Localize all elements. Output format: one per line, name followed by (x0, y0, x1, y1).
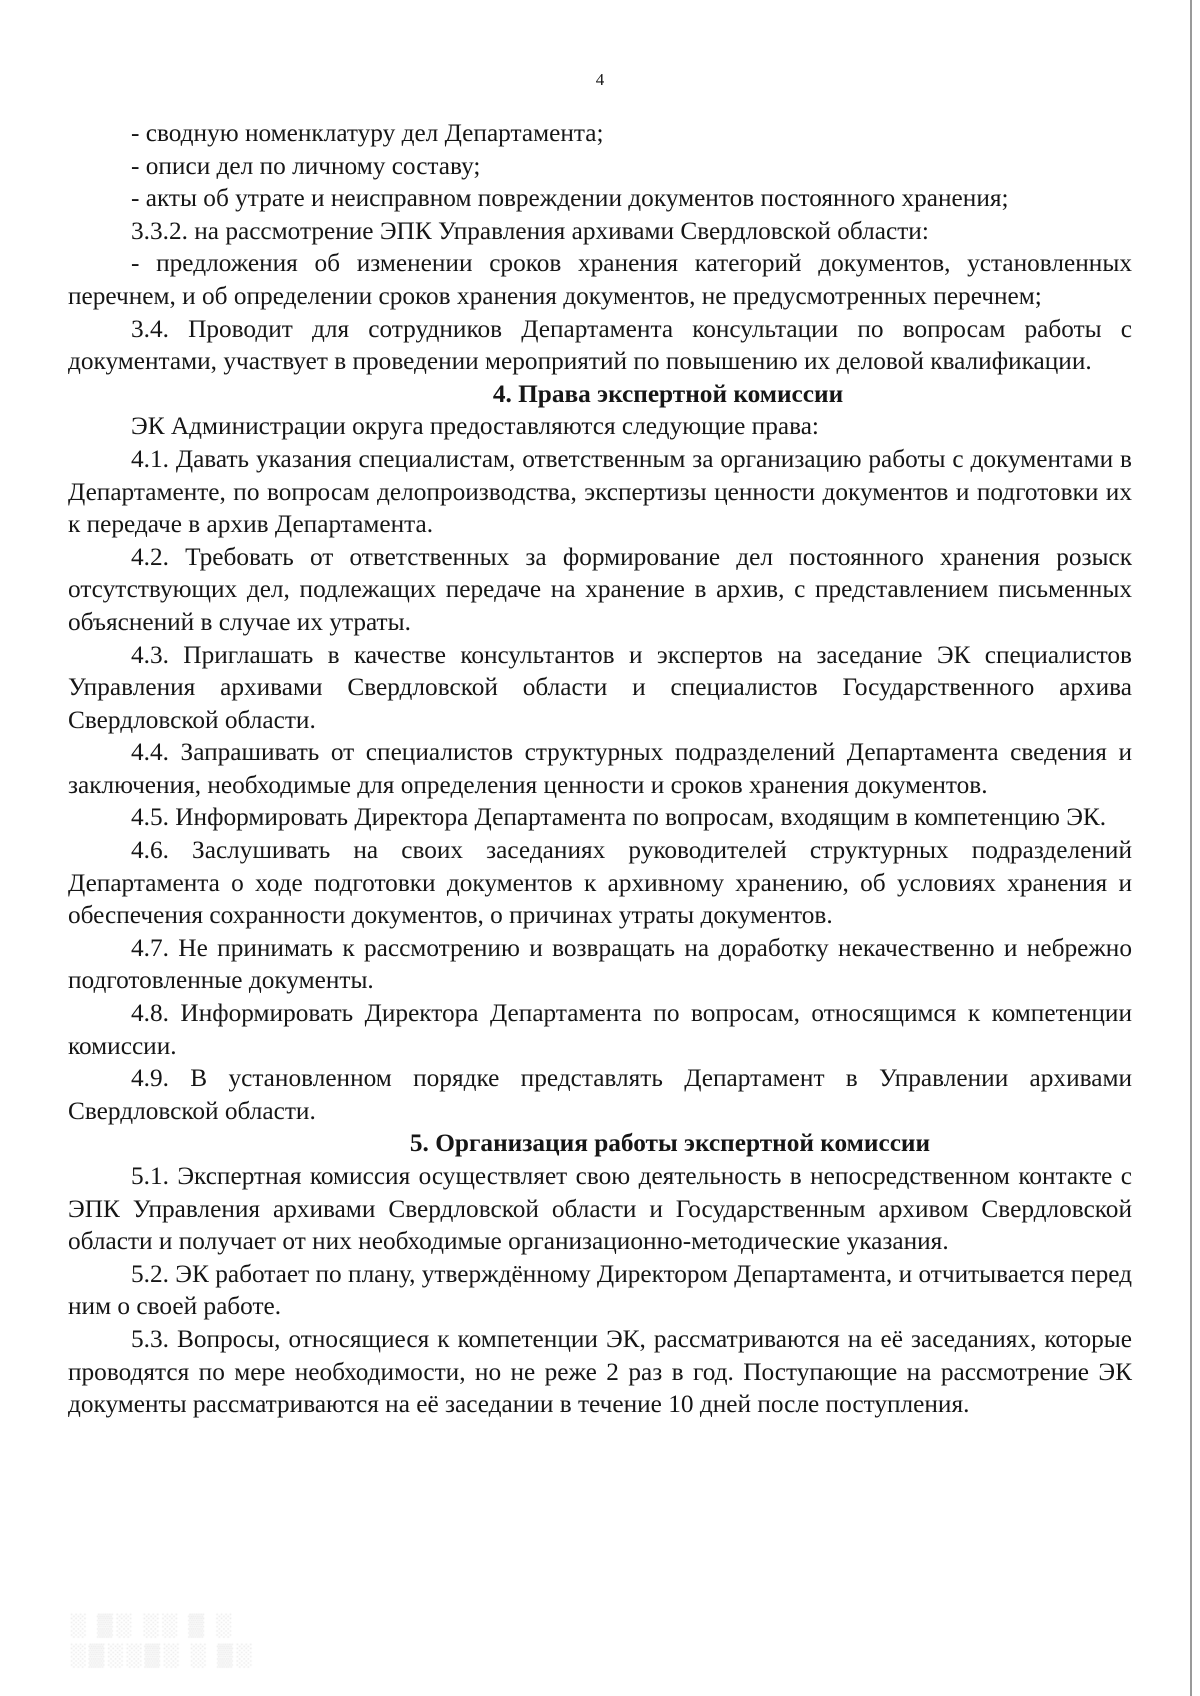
paragraph-4-7: 4.7. Не принимать к рассмотрению и возвращать на доработку некачественно и небрежно подготовленные документы. (68, 933, 1132, 995)
section-4-intro: ЭК Администрации округа предоставляются следующие права: (131, 412, 819, 441)
paragraph-4-6: 4.6. Заслушивать на своих заседаниях руководителей структурных подразделений Департамента о ходе подготовки документов к архивному хранению, об условиях хранения и обеспечения сохранности документов, о причинах утраты документов. (68, 836, 1132, 930)
paragraph-4-9: 4.9. В установленном порядке представлять Департамент в Управлении архивами Свердловской области. (68, 1064, 1132, 1125)
paragraph-5-2: 5.2. ЭК работает по плану, утверждённому Директором Департамента, и отчитывается перед ним о своей работе. (68, 1259, 1132, 1321)
list-item: - сводную номенклатуру дел Департамента; (131, 119, 604, 147)
bleed-through-smudge: ░ ▒░ ░░ ▒ ░ ░▒░░▒░ ░ ▒░ (70, 1612, 255, 1667)
list-item: - описи дел по личному составу; (131, 151, 481, 180)
paragraph-5-1: 5.1. Экспертная комиссия осуществляет свою деятельность в непосредственном контакте с ЭПК Управления архивами Свердловской области и Государственным архивом Свердловской области и получает от них необходимые организационно-методические указания. (68, 1162, 1132, 1256)
list-item: - акты об утрате и неисправном повреждении документов постоянного хранения; (131, 184, 1009, 213)
paragraph-5-3: 5.3. Вопросы, относящиеся к компетенции ЭК, рассматриваются на её заседаниях, которые проводятся по мере необходимости, но не реже 2 раз в год. Поступающие на рассмотрение ЭК документы рассматриваются на её заседании в течение 10 дней после поступления. (68, 1324, 1132, 1419)
paragraph-4-8: 4.8. Информировать Директора Департамента по вопросам, относящимся к компетенции комиссии. (68, 999, 1132, 1060)
paragraph-4-3: 4.3. Приглашать в качестве консультантов и экспертов на заседание ЭК специалистов Управления архивами Свердловской области и специалистов Государственного архива Свердловской области. (68, 640, 1132, 734)
paragraph-3-3-2: 3.3.2. на рассмотрение ЭПК Управления архивами Свердловской области: (131, 216, 929, 245)
paragraph-4-2: 4.2. Требовать от ответственных за формирование дел постоянного хранения розыск отсутствующих дел, подлежащих передаче на хранение в архив, с представлением письменных объяснений в случае их утраты. (68, 542, 1132, 636)
section-4-heading: 4. Права экспертной комиссии (492, 379, 844, 408)
document-body (68, 117, 1132, 1421)
paragraph-4-5: 4.5. Информировать Директора Департамента по вопросам, входящим в компетенцию ЭК. (131, 803, 1107, 832)
paragraph-4-1: 4.1. Давать указания специалистам, ответственным за организацию работы с документами в Департаменте, по вопросам делопроизводства, экспертизы ценности документов и подготовки их к передаче в архив Департамента. (68, 444, 1132, 539)
section-5-heading: 5. Организация работы экспертной комиссии (409, 1129, 931, 1158)
paragraph-4-4: 4.4. Запрашивать от специалистов структурных подразделений Департамента сведения и заключения, необходимые для определения ценности и сроков хранения документов. (68, 738, 1132, 799)
page-number: 4 (595, 70, 605, 89)
paragraph-proposals: - предложения об изменении сроков хранения категорий документов, установленных перечнем, и об определении сроков хранения документов, не предусмотренных перечнем; (68, 249, 1132, 310)
paragraph-3-4: 3.4. Проводит для сотрудников Департамента консультации по вопросам работы с документами, участвует в проведении мероприятий по повышению их деловой квалификации. (68, 314, 1132, 376)
page-edge-line (1190, 0, 1192, 1696)
